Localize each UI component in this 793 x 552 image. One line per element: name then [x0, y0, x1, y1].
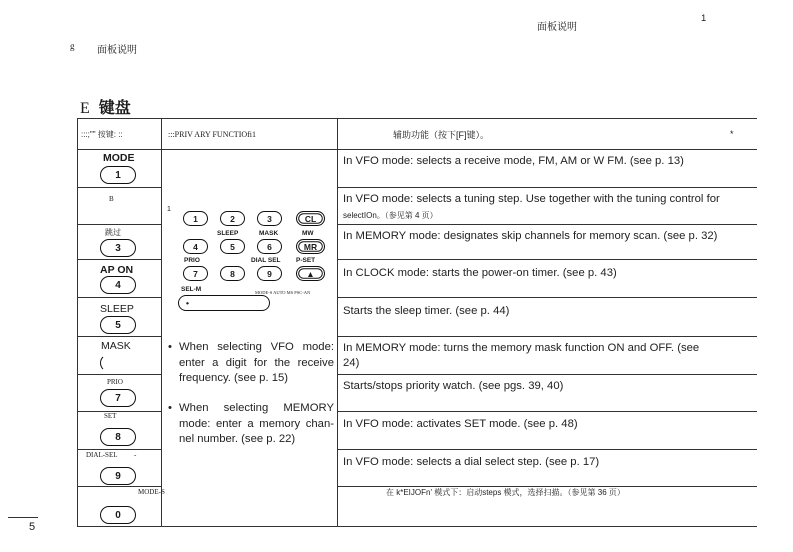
key-cell-mode-s: [77, 487, 165, 527]
secondary-cell-prio: [338, 375, 757, 412]
bullet-line: mode: enter a memory chan-: [179, 417, 334, 430]
figure-key-1: 1: [183, 211, 208, 226]
key-8: 8: [100, 428, 136, 446]
figure-key-dot: •: [178, 295, 270, 311]
secondary-text: In VFO mode: selects a dial select step. (see p. 17): [343, 456, 600, 468]
primary-bullet-vfo: [168, 340, 336, 387]
primary-bullet-memory: [168, 401, 336, 448]
key-label: SET: [104, 412, 117, 420]
secondary-cell-skip: [338, 225, 757, 260]
header-keys-text: :::;"" 按键: ::: [81, 129, 123, 139]
secondary-cell-mask: [338, 337, 757, 375]
figure-key-7: 7: [183, 266, 208, 281]
footer-rule: [8, 517, 38, 518]
page-number: 5: [29, 521, 36, 533]
secondary-text: In VFO mode: activates SET mode. (see p. 48): [343, 418, 578, 430]
figure-key-6: 6: [257, 239, 282, 254]
secondary-cell-sleep: [338, 298, 757, 337]
figure-key-8: 8: [220, 266, 245, 281]
keypad-figure: [165, 190, 335, 315]
key-5: 5: [100, 316, 136, 334]
figure-key-5: 5: [220, 239, 245, 254]
key-label: MODE-S: [138, 488, 165, 496]
secondary-text: In MEMORY mode: designates skip channels for memory scan. (see p. 32): [343, 230, 718, 242]
figure-label-dial-sel: DIAL SEL: [251, 257, 281, 264]
figure-key-3: 3: [257, 211, 282, 226]
key-3: 3: [100, 239, 136, 257]
figure-label-mw: MW: [302, 230, 314, 237]
key-1: 1: [100, 166, 136, 184]
figure-label-mode-s: MODE-S AUTO MS PSC-AN: [255, 290, 311, 295]
key-9: 9: [100, 467, 136, 485]
figure-key-9: 9: [257, 266, 282, 281]
secondary-text: Starts/stops priority watch. (see pgs. 39, 40): [343, 380, 564, 392]
figure-key-mr: MR: [296, 239, 325, 254]
secondary-note: selectIOn。（参见第 4 页）: [343, 211, 438, 220]
key-label: AP ON: [100, 264, 134, 276]
key-cell-mask: [77, 337, 162, 375]
key-cell-sleep: [77, 298, 162, 337]
figure-label-sel-m: SEL-M: [181, 286, 202, 293]
bullet-icon: •: [168, 341, 172, 353]
header-secondary-text: 辅助功能（按下[F]键）。: [393, 129, 489, 140]
figure-key-2: 2: [220, 211, 245, 226]
secondary-cell-tuning-step: [338, 188, 757, 225]
secondary-text-cont: 24): [343, 357, 360, 369]
secondary-text: Starts the sleep timer. (see p. 44): [343, 305, 510, 317]
header-primary: [162, 118, 338, 150]
bullet-line: enter a digit for the receive: [179, 356, 334, 369]
figure-label-mask: MASK: [259, 230, 279, 237]
key-label: DIAL-SEL: [86, 451, 118, 459]
key-label: PRIO: [107, 378, 123, 386]
key-label: MASK: [101, 340, 131, 352]
figure-key-up-icon: ▲: [296, 266, 325, 281]
header-keys: [77, 118, 162, 150]
secondary-text: In VFO mode: selects a receive mode, FM, AM or W FM. (see p. 13): [343, 155, 684, 167]
key-cell-dial-sel: [77, 450, 162, 487]
running-title: 面板说明: [537, 22, 577, 33]
secondary-text: In CLOCK mode: starts the power-on timer. (see p. 43): [343, 267, 617, 279]
secondary-cell-dial-sel: [338, 450, 757, 487]
left-marker: g: [70, 41, 75, 51]
secondary-cell-mode-s: [338, 487, 757, 527]
bullet-line: When selecting VFO mode:: [179, 341, 334, 353]
key-cell-ap-on: [77, 260, 162, 298]
key-cell-set: [77, 412, 162, 450]
header-secondary: [338, 118, 757, 150]
bullet-line: frequency. (see p. 15): [179, 372, 289, 384]
bullet-line: nel number. (see p. 22): [179, 433, 296, 445]
secondary-cell-mode: [338, 150, 757, 188]
secondary-text: In VFO mode: selects a tuning step. Use together with the tuning control for: [343, 193, 720, 205]
key-label-mark: -: [134, 451, 137, 459]
primary-function-cell: [162, 150, 338, 527]
key-cell-b: [77, 188, 162, 225]
key-7: 7: [100, 389, 136, 407]
bullet-icon: •: [168, 402, 172, 414]
key-label: SLEEP: [100, 303, 134, 315]
key-cell-mode: [77, 150, 162, 188]
key-4: 4: [100, 276, 136, 294]
keypad-function-table: [77, 118, 757, 527]
section-title: 键盘: [98, 100, 131, 117]
figure-label-p-set: P-SET: [296, 257, 316, 264]
key-6-partial: [100, 354, 118, 372]
section-heading: [80, 95, 131, 118]
key-cell-prio: [77, 375, 162, 412]
secondary-cell-ap-on: [338, 260, 757, 298]
secondary-text: 在 k*EIJOFn' 模式下：启动steps 模式，选择扫描。（参见第 36 页）: [386, 488, 625, 497]
key-cell-skip: [77, 225, 162, 260]
secondary-cell-set: [338, 412, 757, 450]
bullet-line: When selecting MEMORY: [179, 402, 334, 414]
section-letter: E: [80, 100, 90, 117]
key-label: MODE: [103, 152, 135, 164]
left-running-title: 面板说明: [97, 45, 137, 56]
key-label: B: [109, 195, 114, 203]
header-star: *: [730, 129, 734, 139]
figure-callout: 1: [167, 206, 171, 213]
figure-label-sleep: SLEEP: [217, 230, 239, 237]
key-label: 跳过: [105, 228, 121, 237]
figure-label-prio: PRIO: [184, 257, 200, 264]
figure-key-cl: CL: [296, 211, 325, 226]
key-0: 0: [100, 506, 136, 524]
secondary-text: In MEMORY mode: turns the memory mask function ON and OFF. (see: [343, 342, 700, 354]
figure-key-4: 4: [183, 239, 208, 254]
page-mark: 1: [701, 13, 707, 24]
header-primary-text: :::PRIV ARY FUNCTIOfi1: [168, 129, 257, 139]
